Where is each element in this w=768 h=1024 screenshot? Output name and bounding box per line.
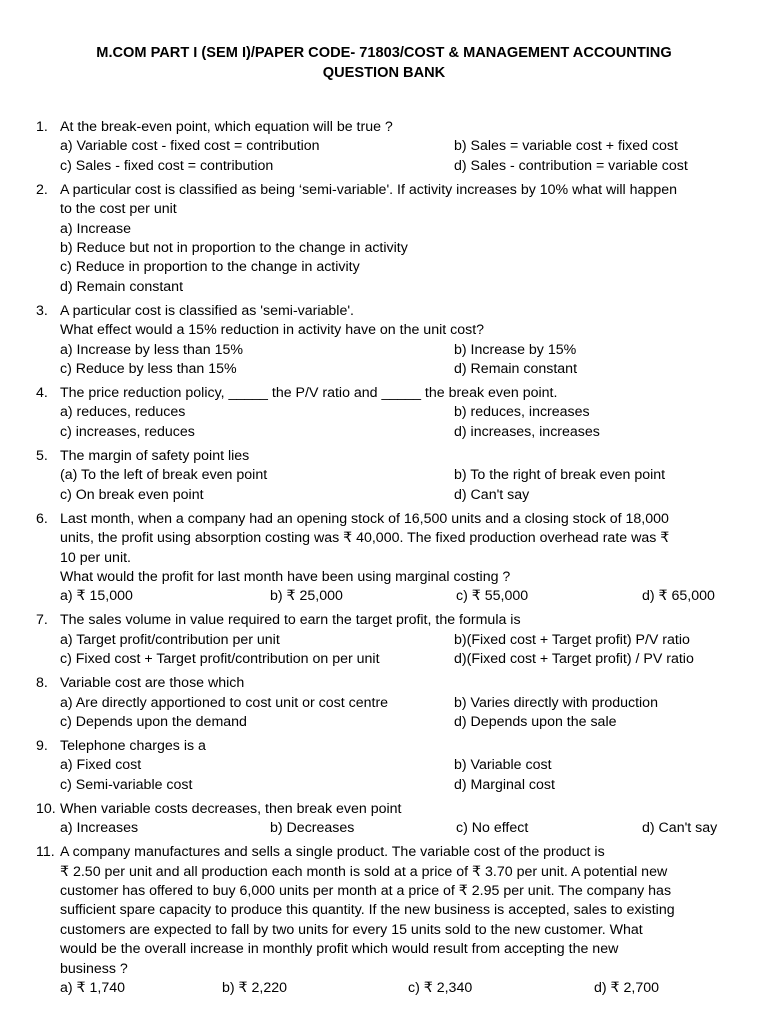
answer-option: a) Increases xyxy=(60,820,139,837)
option-row xyxy=(60,631,736,650)
answer-option: d) increases, increases xyxy=(454,423,600,440)
answer-option: a) ₹ 1,740 xyxy=(60,980,126,996)
question-text-line: c) Reduce in proportion to the change in activity xyxy=(60,259,360,276)
question-number: 11. xyxy=(36,844,55,861)
question-body xyxy=(60,181,736,297)
question-body xyxy=(60,843,740,998)
question-body xyxy=(60,302,736,380)
answer-option: c) Depends upon the demand xyxy=(60,713,247,730)
question-number: 1. xyxy=(36,119,48,135)
question-body xyxy=(60,611,736,669)
option-row xyxy=(60,403,736,422)
answer-option: a) Variable cost - fixed cost = contribution xyxy=(60,138,320,155)
question-item xyxy=(36,447,736,505)
answer-option: c) Fixed cost + Target profit/contribution on per unit xyxy=(60,651,380,668)
answer-option: c) ₹ 2,340 xyxy=(408,980,473,996)
question-text-line: A particular cost is classified as 'semi-variable'. xyxy=(60,302,355,319)
question-number: 10. xyxy=(36,800,56,817)
question-text-line: When variable costs decreases, then break even point xyxy=(60,800,402,817)
answer-option: d) Depends upon the sale xyxy=(454,713,617,730)
option-row xyxy=(60,650,736,669)
question-item xyxy=(36,800,736,839)
answer-option: b) Variable cost xyxy=(454,757,552,774)
option-row xyxy=(60,713,736,732)
answer-option: (a) To the left of break even point xyxy=(60,467,268,484)
question-text-line: ₹ 2.50 per unit and all production each month is sold at a price of ₹ 3.70 per unit. A potential new xyxy=(60,863,668,880)
answer-option: d) Can't say xyxy=(642,820,718,837)
question-number: 2. xyxy=(36,181,48,198)
question-text-line: a) Increase xyxy=(60,220,131,237)
option-row xyxy=(60,341,736,360)
question-number: 3. xyxy=(36,302,48,319)
answer-option: b) ₹ 25,000 xyxy=(270,588,343,605)
answer-option: d) Can't say xyxy=(454,486,530,503)
answer-option: a) ₹ 15,000 xyxy=(60,588,133,605)
answer-option: b) To the right of break even point xyxy=(454,467,666,484)
header-subtitle: QUESTION BANK xyxy=(322,65,446,81)
header-title: M.COM PART I (SEM I)/PAPER CODE- 71803/COST & MANAGEMENT ACCOUNTING xyxy=(96,45,672,61)
question-item xyxy=(36,384,736,442)
question-text-line: d) Remain constant xyxy=(60,278,184,295)
question-body xyxy=(60,510,768,607)
answer-option: b) ₹ 2,220 xyxy=(222,980,288,996)
option-row xyxy=(60,819,768,838)
question-item xyxy=(36,181,736,297)
question-text-line: sufficient spare capacity to produce this quantity. If the new business is accepted, sales to existing xyxy=(60,902,675,919)
question-text-line: What effect would a 15% reduction in activity have on the unit cost? xyxy=(60,322,485,339)
question-item xyxy=(36,737,736,795)
question-text-line: to the cost per unit xyxy=(60,201,177,218)
answer-option: d) Marginal cost xyxy=(454,776,555,793)
question-body xyxy=(60,800,768,839)
question-item xyxy=(36,611,736,669)
question-item xyxy=(36,118,736,176)
question-text-line: The price reduction policy, _____ the P/V ratio and _____ the break even point. xyxy=(60,385,558,402)
answer-option: d) ₹ 2,700 xyxy=(594,980,660,996)
document-header xyxy=(0,43,768,83)
question-number: 5. xyxy=(36,447,48,464)
question-body xyxy=(60,118,736,176)
answer-option: b) Decreases xyxy=(270,820,355,837)
question-item xyxy=(36,302,736,380)
answer-option: b)(Fixed cost + Target profit) P/V ratio xyxy=(454,631,690,648)
answer-option: d)(Fixed cost + Target profit) / PV ratio xyxy=(454,651,694,668)
question-body xyxy=(60,447,736,505)
answer-option: b) Increase by 15% xyxy=(454,341,577,358)
option-row xyxy=(60,979,740,998)
question-text-line: What would the profit for last month have been using marginal costing ? xyxy=(60,568,511,585)
answer-option: a) Are directly apportioned to cost unit or cost centre xyxy=(60,694,389,711)
answer-option: c) Reduce by less than 15% xyxy=(60,361,237,378)
question-text-line: Telephone charges is a xyxy=(60,737,206,754)
option-row xyxy=(60,694,736,713)
question-text-line: A particular cost is classified as being ‘semi-variable'. If activity increases by 10% what will happen xyxy=(60,181,677,198)
answer-option: c) On break even point xyxy=(60,486,204,503)
option-row xyxy=(60,423,736,442)
answer-option: b) Varies directly with production xyxy=(454,694,658,711)
option-row xyxy=(60,157,736,176)
answer-option: b) reduces, increases xyxy=(454,404,590,421)
question-item xyxy=(36,843,736,998)
question-list xyxy=(36,118,736,1003)
answer-option: a) Increase by less than 15% xyxy=(60,341,243,358)
answer-option: d) ₹ 65,000 xyxy=(642,588,715,605)
question-text-line: At the break-even point, which equation will be true ? xyxy=(60,119,393,135)
question-text-line: 10 per unit. xyxy=(60,549,131,566)
answer-option: a) Target profit/contribution per unit xyxy=(60,631,280,648)
question-text-line: The margin of safety point lies xyxy=(60,447,250,464)
option-row xyxy=(60,776,736,795)
option-row xyxy=(60,137,736,156)
question-text-line: units, the profit using absorption costing was ₹ 40,000. The fixed production overhead rate was ₹ xyxy=(60,530,670,547)
question-body xyxy=(60,384,736,442)
question-text-line: customers are expected to fall by two units for every 15 units sold to the new customer. What xyxy=(60,921,643,938)
option-row xyxy=(60,360,736,379)
answer-option: c) ₹ 55,000 xyxy=(456,588,529,605)
answer-option: c) increases, reduces xyxy=(60,423,195,440)
question-body xyxy=(60,737,736,795)
question-number: 7. xyxy=(36,612,48,629)
question-text-line: Last month, when a company had an opening stock of 16,500 units and a closing stock of 18,000 xyxy=(60,510,669,527)
question-text-line: Variable cost are those which xyxy=(60,675,245,692)
option-row xyxy=(60,486,736,505)
question-text-line: b) Reduce but not in proportion to the change in activity xyxy=(60,240,408,257)
option-row xyxy=(60,756,736,775)
question-text-line: The sales volume in value required to earn the target profit, the formula is xyxy=(60,612,521,629)
option-row xyxy=(60,466,736,485)
question-number: 6. xyxy=(36,510,48,527)
question-number: 8. xyxy=(36,675,48,692)
answer-option: c) Sales - fixed cost = contribution xyxy=(60,157,274,174)
question-item xyxy=(36,510,736,607)
question-number: 9. xyxy=(36,737,48,754)
question-body xyxy=(60,674,736,732)
answer-option: a) Fixed cost xyxy=(60,757,142,774)
question-text-line: would be the overall increase in monthly profit which would result from accepting the new xyxy=(60,941,619,958)
question-text-line: A company manufactures and sells a single product. The variable cost of the product is xyxy=(60,844,605,861)
question-text-line: business ? xyxy=(60,960,128,977)
answer-option: d) Remain constant xyxy=(454,361,578,378)
answer-option: b) Sales = variable cost + fixed cost xyxy=(454,138,678,155)
question-number: 4. xyxy=(36,385,48,402)
question-text-line: customer has offered to buy 6,000 units per month at a price of ₹ 2.95 per unit. The company has xyxy=(60,882,672,899)
question-item xyxy=(36,674,736,732)
answer-option: c) Semi-variable cost xyxy=(60,776,193,793)
answer-option: d) Sales - contribution = variable cost xyxy=(454,157,688,174)
answer-option: c) No effect xyxy=(456,820,529,837)
option-row xyxy=(60,587,768,606)
answer-option: a) reduces, reduces xyxy=(60,404,186,421)
